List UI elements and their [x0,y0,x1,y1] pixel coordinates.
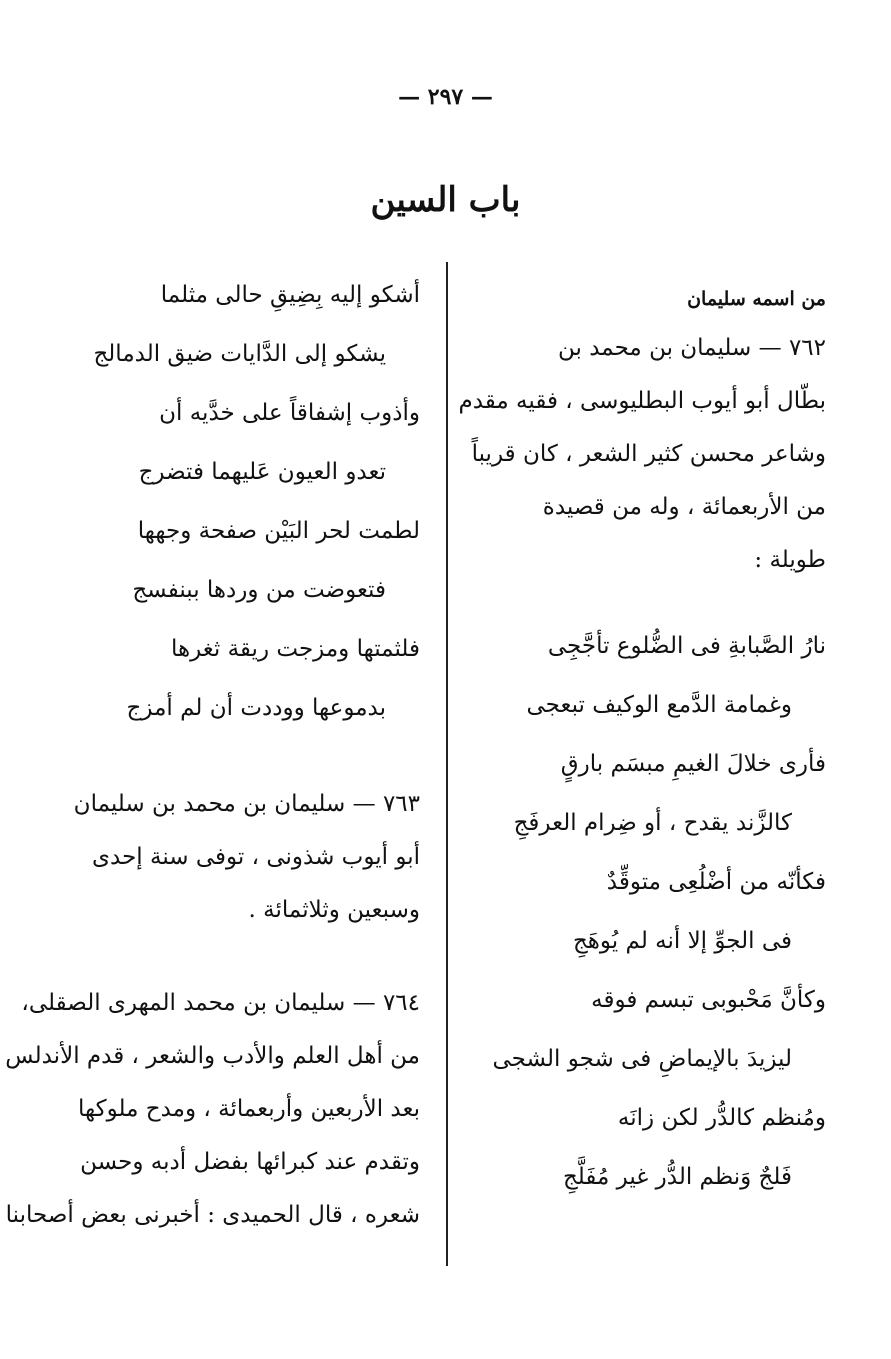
verse-line: أشكو إليه بِضِيقِ حالى مثلما [160,282,420,308]
left-column [5,266,420,1242]
verse-line: وأذوب إشفاقاً على خدَّيه أن [159,400,420,426]
chapter-title: باب السين [370,180,521,220]
verse-line: فكأنّه من أضْلُعِى متوقِّدٌ [606,869,826,895]
entry-763-line: ٧٦٣ — سليمان بن محمد بن سليمان [73,791,420,817]
entry-764-line: من أهل العلم والأدب والشعر ، قدم الأندلس [5,1043,420,1069]
entry-762-line: من الأربعمائة ، وله من قصيدة [542,494,826,520]
verse-line: نارُ الصَّبابةِ فى الضُّلوع تأجَّجِى [547,633,826,659]
verse-line: وغمامة الدَّمع الوكيف تبعجى [526,692,792,718]
entry-764-line: شعره ، قال الحميدى : أخبرنى بعض أصحابنا [5,1202,420,1228]
spacer [62,937,420,977]
entry-762-line: وشاعر محسن كثير الشعر ، كان قريباً [471,441,826,467]
spacer [62,738,420,778]
verse-line: وكأنَّ مَحْبوبى تبسم فوقه [591,987,826,1013]
verse-line: بدموعها ووددت أن لم أمزج [126,695,386,721]
verse-line: ومُنظم كالدُّر لكن زانَه [617,1105,826,1131]
entry-762-line: طويلة : [754,547,826,573]
right-column [458,276,826,1207]
entry-763-line: أبو أيوب شذونى ، توفى سنة إحدى [92,844,420,870]
verse-line: فى الجوِّ إلا أنه لم يُوهَجِ [572,928,792,954]
spacer [462,587,826,617]
section-heading: من اسمه سليمان [687,288,826,310]
column-divider [446,262,448,1266]
verse-line: فلثمتها ومزجت ريقة ثغرها [170,636,420,662]
verse-line: كالزَّند يقدح ، أو ضِرام العرفَجِ [513,810,792,836]
verse-line: ليزيدَ بالإيماضِ فى شجو الشجى [492,1046,792,1072]
page-number: — ٢٩٧ — [398,84,493,110]
verse-line: تعدو العيون عَليهما فتضرج [138,459,386,485]
entry-763-line: وسبعين وثلاثمائة . [248,897,420,923]
verse-line: لطمت لحر البَيْن صفحة وجهها [137,518,420,544]
entry-762-line: بطّال أبو أيوب البطليوسى ، فقيه مقدم [458,388,826,414]
verse-line: فَلجٌ وَنظم الدُّر غير مُفَلَّجِ [562,1164,792,1190]
verse-line: فتعوضت من وردها ببنفسج [132,577,386,603]
verse-line: يشكو إلى الدَّايات ضيق الدمالج [93,341,386,367]
entry-762-line: ٧٦٢ — سليمان بن محمد بن [558,335,826,361]
entry-764-line: بعد الأربعين وأربعمائة ، ومدح ملوكها [78,1096,420,1122]
verse-line: فأرى خلالَ الغيمِ مبسَم بارقٍ [560,751,826,777]
entry-764-line: ٧٦٤ — سليمان بن محمد المهرى الصقلى، [21,990,420,1016]
entry-764-line: وتقدم عند كبرائها بفضل أدبه وحسن [80,1149,420,1175]
